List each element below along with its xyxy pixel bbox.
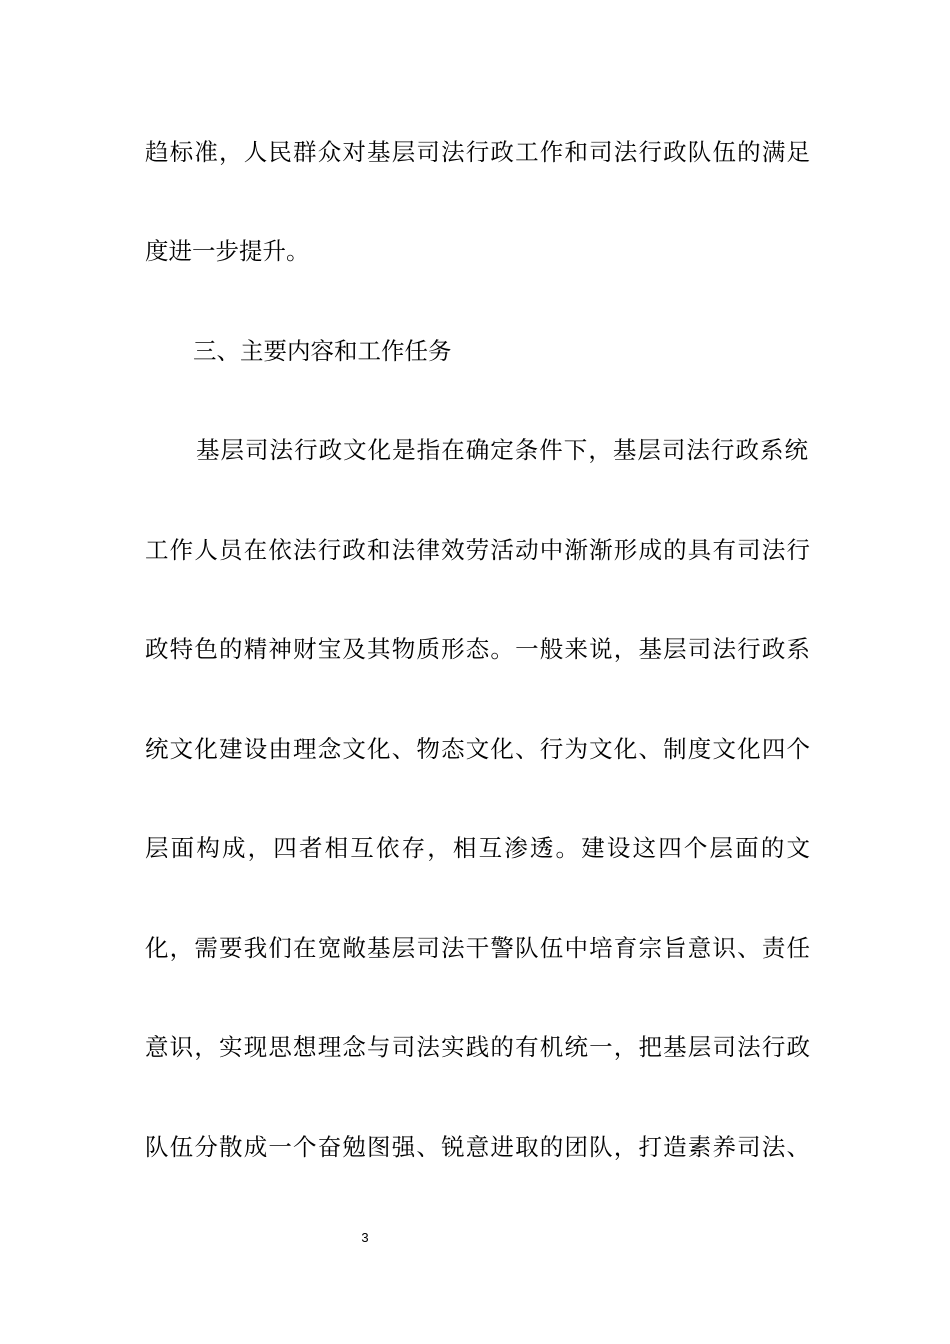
body-text-line: 统文化建设由理念文化、物态文化、行为文化、制度文化四个 [145, 735, 810, 763]
body-text-line: 意识，实现思想理念与司法实践的有机统一，把基层司法行政 [145, 1033, 810, 1061]
body-text-line: 层面构成，四者相互依存，相互渗透。建设这四个层面的文 [145, 834, 810, 862]
body-text-line: 趋标准，人民群众对基层司法行政工作和司法行政队伍的满足 [145, 138, 810, 166]
body-text-line: 化，需要我们在宽敞基层司法干警队伍中培育宗旨意识、责任 [145, 934, 810, 962]
body-text-line: 队伍分散成一个奋勉图强、锐意进取的团队，打造素养司法、 [145, 1133, 810, 1161]
page-number: 3 [361, 1230, 369, 1245]
body-text-line: 政特色的精神财宝及其物质形态。一般来说，基层司法行政系 [145, 635, 810, 663]
body-text-line: 度进一步提升。 [145, 237, 310, 265]
body-text-line: 工作人员在依法行政和法律效劳活动中渐渐形成的具有司法行 [145, 536, 810, 564]
section-heading: 三、主要内容和工作任务 [193, 337, 452, 365]
body-text-line: 基层司法行政文化是指在确定条件下，基层司法行政系统 [196, 436, 808, 464]
